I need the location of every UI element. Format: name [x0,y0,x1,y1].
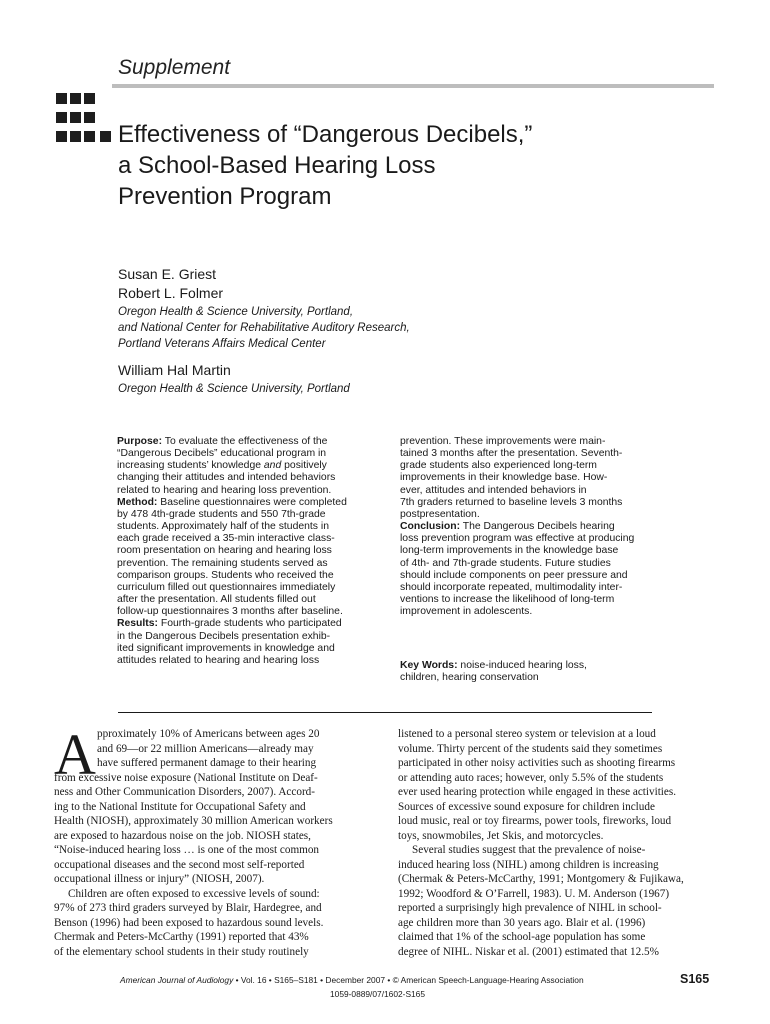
abstract-line: long-term improvements in the knowledge base [400,545,619,557]
body-line: Children are often exposed to excessive levels of sound: [68,887,320,900]
abstract-line: curriculum filled out questionnaires immediately [117,581,336,593]
abstract-line: by 478 4th-grade students and 550 7th-grade [117,508,326,520]
section-divider [118,712,652,713]
abstract-line: ventions to increase the likelihood of long-term [400,594,615,606]
abstract-line: Purpose: To evaluate the effectiveness of the [117,436,328,447]
body-line: “Noise-induced hearing loss … is one of the most common [54,844,320,856]
abstract-line: improvement in adolescents. [400,606,533,618]
body-line: Several studies suggest that the prevalence of noise- [412,844,646,856]
body-line: ness and Other Communication Disorders, 2007). Accord- [54,786,315,798]
body-line: ever used hearing protection while engaged in these activities. [398,786,677,798]
body-line: ing to the National Institute for Occupational Safety and [54,800,306,813]
abstract-line: Results: Fourth-grade students who participated [117,618,342,630]
abstract-left-column [117,436,373,667]
footer-doi: 1059-0889/07/1602-S165 [330,989,425,999]
abstract-line: changing their attitudes and intended behaviors [117,472,336,484]
abstract-line: “Dangerous Decibels” educational program in [117,448,327,460]
body-line: of the elementary school students in their study routinely [54,945,309,958]
journal-name: American Journal of Audiology [120,975,234,985]
abstract-line: increasing students’ knowledge and positively [117,460,327,472]
drop-cap: A [54,722,96,787]
abstract-line: loss prevention program was effective at producing [400,533,635,545]
body-line: pproximately 10% of Americans between ages 20 [97,728,320,740]
abstract-line: should include components on peer pressure and [400,569,628,581]
article-title [118,119,678,212]
abstract-line: improvements in their knowledge base. How- [400,472,608,484]
body-line: age children more than 30 years ago. Blair et al. (1996) [398,916,646,929]
body-line: induced hearing loss (NIHL) among children is increasing [398,858,659,871]
abstract-line: Conclusion: The Dangerous Decibels hearing [400,521,615,533]
body-left-column [54,722,376,959]
body-line: are exposed to hazardous noise on the job. NIOSH states, [54,829,311,842]
affiliation-line: Portland Veterans Affairs Medical Center [118,338,326,350]
keywords-text: children, hearing conservation [400,672,539,684]
keywords-label: Key Words: [400,660,458,671]
body-line: participated in other noisy activities such as shooting firearms [398,757,676,769]
affiliation-line: and National Center for Rehabilitative Auditory Research, [118,322,410,334]
body-line: claimed that 1% of the school-age population has some [398,931,646,943]
header-rule [112,84,714,88]
abstract-heading: Purpose: [117,436,163,447]
body-line: or attending auto races; however, only 5.5% of the students [398,771,664,784]
title-line: a School-Based Hearing Loss [118,152,436,179]
abstract-line: each grade received a 35-min interactive class- [117,533,335,545]
abstract-line: attitudes related to hearing and hearing loss [117,654,320,666]
abstract-line: follow-up questionnaires 3 months after baseline. [117,606,343,618]
page-number: S165 [680,972,710,986]
author-name: Robert L. Folmer [118,285,224,301]
body-line: occupational diseases and the second most self-reported [54,858,305,871]
section-label: Supplement [118,56,231,79]
abstract-line: of 4th- and 7th-grade students. Future studies [400,557,611,569]
abstract-heading: Conclusion: [400,521,461,533]
abstract-line: ited significant improvements in knowledge and [117,642,335,654]
abstract-right-column [400,436,656,618]
abstract-line: in the Dangerous Decibels presentation exhib- [117,630,331,642]
body-line: 97% of 273 third graders surveyed by Blair, Hardegree, and [54,902,322,914]
author-name: William Hal Martin [118,362,231,378]
body-line: loud music, real or toy firearms, power tools, fireworks, loud [398,815,672,827]
abstract-line: prevention. The remaining students served as [117,557,328,569]
abstract-line: room presentation on hearing and hearing loss [117,545,332,557]
abstract-line: students. Approximately half of the students in [117,521,329,533]
footer-citation [120,975,584,985]
abstract-line: ever, attitudes and intended behaviors in [400,484,587,496]
abstract-line: prevention. These improvements were main- [400,436,606,447]
abstract-line: postpresentation. [400,508,480,520]
title-line: Effectiveness of “Dangerous Decibels,” [118,121,533,148]
body-line: Benson (1996) had been exposed to hazardous sound levels. [54,916,324,929]
body-line: reported a surprisingly high prevalence of NIHL in school- [398,902,662,914]
author-name: Susan E. Griest [118,266,217,282]
body-line: 1992; Woodford & O’Farrell, 1983). U. M. Anderson (1967) [398,887,670,900]
body-line: from excessive noise exposure (National Institute on Deaf- [54,771,318,784]
body-line: occupational illness or injury” (NIOSH, 2007). [54,873,265,885]
title-line: Prevention Program [118,183,332,210]
keywords-text: noise-induced hearing loss, [457,660,587,671]
body-line: listened to a personal stereo system or television at a loud [398,728,656,740]
affiliation-line: Oregon Health & Science University, Portland [118,383,350,395]
body-right-column [398,727,720,959]
abstract-line: 7th graders returned to baseline levels 3 months [400,496,623,508]
body-line: (Chermak & Peters-McCarthy, 1991; Montgomery & Fujikawa, [398,873,684,885]
abstract-heading: Method: [117,496,158,508]
citation-details: • Vol. 16 • S165–S181 • December 2007 • © American Speech-Language-Hearing Association [233,975,584,985]
abstract-line: should incorporate repeated, multimodality inter- [400,581,623,593]
body-line: volume. Thirty percent of the students said they sometimes [398,742,663,755]
body-line: and 69—or 22 million Americans—already may [97,742,314,755]
body-line: Chermak and Peters-McCarthy (1991) reported that 43% [54,931,309,943]
body-line: toys, snowmobiles, Jet Skis, and motorcycles. [398,829,604,842]
abstract-line: related to hearing and hearing loss prevention. [117,484,332,496]
keywords [400,660,656,684]
abstract-line: Method: Baseline questionnaires were completed [117,496,347,508]
abstract-line: grade students also experienced long-term [400,460,597,472]
body-line: Sources of excessive sound exposure for children include [398,800,655,813]
abstract-heading: Results: [117,618,158,630]
abstract-line: tained 3 months after the presentation. Seventh- [400,448,623,460]
body-line: Health (NIOSH), approximately 30 million American workers [54,815,333,827]
body-line: have suffered permanent damage to their hearing [97,757,317,769]
abstract-line: comparison groups. Students who received the [117,569,334,581]
body-line: degree of NIHL. Niskar et al. (2001) estimated that 12.5% [398,945,659,958]
affiliation-line: Oregon Health & Science University, Portland, [118,306,354,318]
abstract-line: after the presentation. All students filled out [117,594,316,606]
